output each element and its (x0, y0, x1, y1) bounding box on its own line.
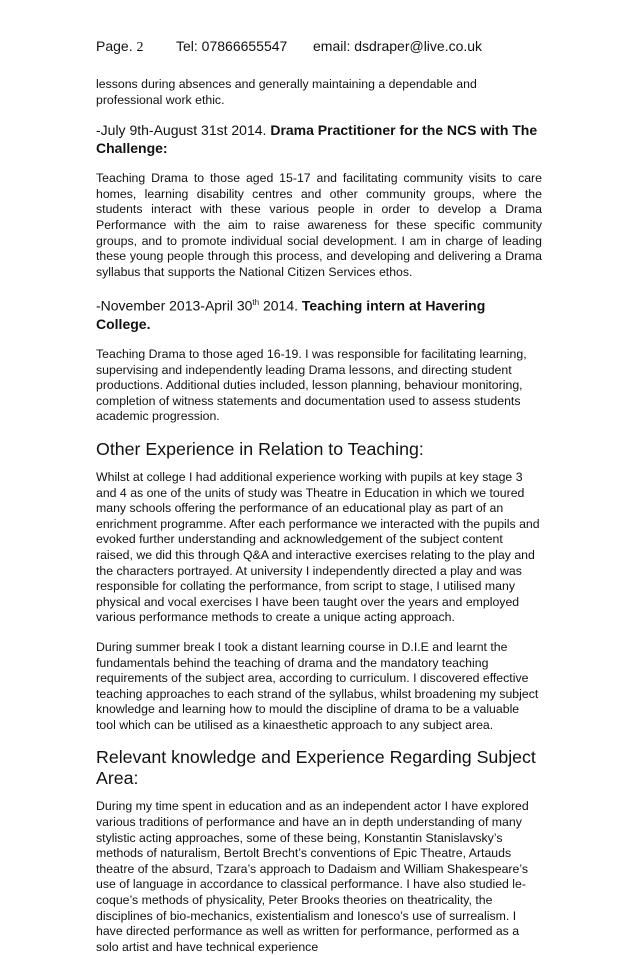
other-experience-paragraph-1: Whilst at college I had additional experience working with pupils at key stage 3 and 4 as one of the units of study was Theatre in Education in which we toured many schools offering the performance of an educational play as part of an enrichment programme. After each performance we interacted with the pupils and evoked further understanding and acknowledgement of the subject content raised, we did this through Q&A and interactive exercises relating to the play and the characters portrayed. At university I independently directed a play and was responsible for collating the performance, from script to stage, I utilised many physical and vocal exercises I have been taught over the years and employed various performance methods to create a unique acting approach. (96, 469, 540, 625)
job-description-havering: Teaching Drama to those aged 16-19. I was responsible for facilitating learning, supervising and independently leading Drama lessons, and directing student productions. Additional duties included, lesson planning, behaviour monitoring, completion of witness statements and documentation used to assess students academic progression. (96, 347, 527, 424)
header-email: email: dsdraper@live.co.uk (313, 38, 483, 54)
job-heading-ncs (96, 122, 542, 157)
page-label: Page. (96, 38, 133, 54)
job-title: Teaching intern at Havering College. (96, 298, 486, 332)
job-dates-prefix: -November 2013-April 30 (96, 298, 253, 314)
job-dates-suffix: 2014. (259, 298, 299, 314)
document-body (96, 77, 542, 955)
page-header (96, 38, 482, 56)
job-dates: -July 9th-August 31st 2014. (96, 122, 267, 139)
page-number: 2 (136, 40, 144, 55)
intro-continuation: lessons during absences and generally maintaining a dependable and professional work ethic. (96, 77, 477, 107)
job-title: Drama Practitioner for the NCS with The Challenge: (96, 122, 538, 156)
other-experience-paragraph-2: During summer break I took a distant learning course in D.I.E and learnt the fundamentals behind the teaching of drama and the mandatory teaching requirements of the subject area, according to curriculum. I discovered effective teaching approaches to each strand of the syllabus, whilst broadening my subject knowledge and learning how to mould the discipline of drama to be a valuable tool which can be utilised as a kinaesthetic approach to any subject area. (96, 639, 539, 732)
page-indicator (96, 38, 176, 56)
job-heading-havering (96, 294, 542, 333)
section-heading-other-experience: Other Experience in Relation to Teaching: (96, 438, 424, 459)
header-telephone: Tel: 07866655547 (176, 38, 288, 54)
relevant-knowledge-paragraph-1: During my time spent in education and as an independent actor I have explored various traditions of performance and have an in depth understanding of many stylistic acting approaches, some of these being, Konstantin Stanislavsky’s methods of naturalism, Bertolt Brecht’s conventions of Epic Theatre, Artauds theatre of the absurd, Tzara’s approach to Dadaism and William Shakespeare’s use of language in accordance to classical performance. I have also studied le- coque’s methods of physicality, Peter Brooks theories on theatricality, the disciplines of bio-mechanics, existentialism and Ionesco’s use of surrealism. I have directed performance as well as written for performance, performed as a solo artist and have technical experience (96, 799, 529, 954)
job-dates-superscript: th (252, 298, 260, 308)
section-heading-relevant-knowledge: Relevant knowledge and Experience Regarding Subject Area: (96, 747, 536, 789)
job-description-ncs: Teaching Drama to those aged 15-17 and facilitating community visits to care homes, learning disability centres and other community groups, where the students interact with these various people in order to develop a Drama Performance with the aim to raise awareness for these specific community groups, and to promote individual social development. I am in charge of leading these young people through this process, and developing and delivering a Drama syllabus that supports the National Citizen Services ethos. (96, 171, 542, 279)
